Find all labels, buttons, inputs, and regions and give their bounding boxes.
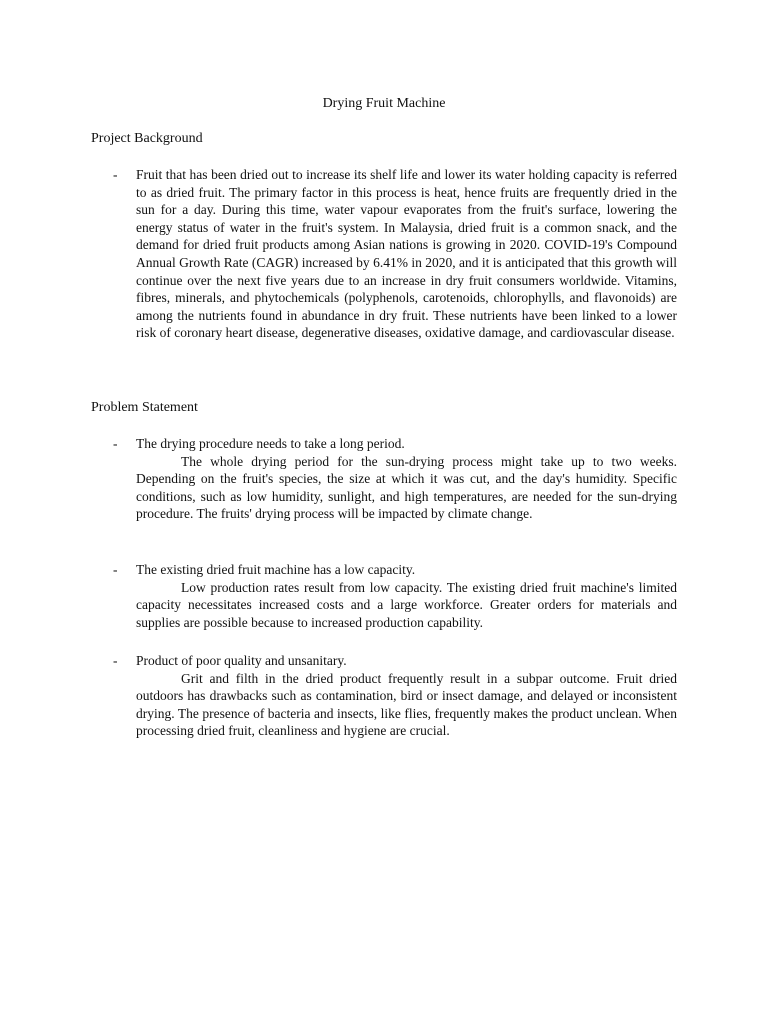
bullet-dash: - [113,653,118,668]
problem-title: The drying procedure needs to take a long period. [136,436,405,451]
bullet-body [136,435,677,523]
bullet-body [136,561,677,631]
section-heading-project-background: Project Background [91,131,203,146]
bullet-body [136,166,677,342]
bullet-body [136,652,677,740]
bullet-dash: - [113,436,118,451]
bullet-dash: - [113,562,118,577]
document-title: Drying Fruit Machine [322,96,446,111]
paragraph: Low production rates result from low capacity. The existing dried fruit machine's limited capacity necessitates increased costs and a large workforce. Greater orders for materials and supplies are possible because to increased production capability. [136,579,677,630]
bullet-dash: - [113,167,118,182]
paragraph: Fruit that has been dried out to increase its shelf life and lower its water holding capacity is referred to as dried fruit. The primary factor in this process is heat, hence fruits are frequently dried in the sun for a day. During this time, water vapour evaporates from the fruit's surface, lowering the energy status of water in the fruit's system. In Malaysia, dried fruit is a common snack, and the demand for dried fruit products among Asian nations is growing in 2020. COVID-19's Compound Annual Growth Rate (CAGR) increased by 6.41% in 2020, and it is anticipated that this growth will continue over the next five years due to an increase in dry fruit consumers worldwide. Vitamins, fibres, minerals, and phytochemicals (polyphenols, carotenoids, chlorophylls, and flavonoids) are among the nutrients found in abundance in dry fruit. These nutrients have been linked to a lower risk of coronary heart disease, degenerative diseases, oxidative damage, and cardiovascular disease. [136,167,677,341]
section-heading-problem-statement: Problem Statement [91,400,198,415]
problem-title: Product of poor quality and unsanitary. [136,653,347,668]
problem-title: The existing dried fruit machine has a low capacity. [136,562,416,577]
paragraph: Grit and filth in the dried product frequently result in a subpar outcome. Fruit dried outdoors has drawbacks such as contamination, bird or insect damage, and delayed or inconsistent drying. The presence of bacteria and insects, like flies, frequently makes the product unclean. When processing dried fruit, cleanliness and hygiene are crucial. [136,670,677,739]
paragraph: The whole drying period for the sun-drying process might take up to two weeks. Depending on the fruit's species, the size at which it was cut, and the day's humidity. Specific conditions, such as low humidity, sunlight, and high temperatures, are needed for the sun-drying procedure. The fruits' drying process will be impacted by climate change. [136,453,677,522]
